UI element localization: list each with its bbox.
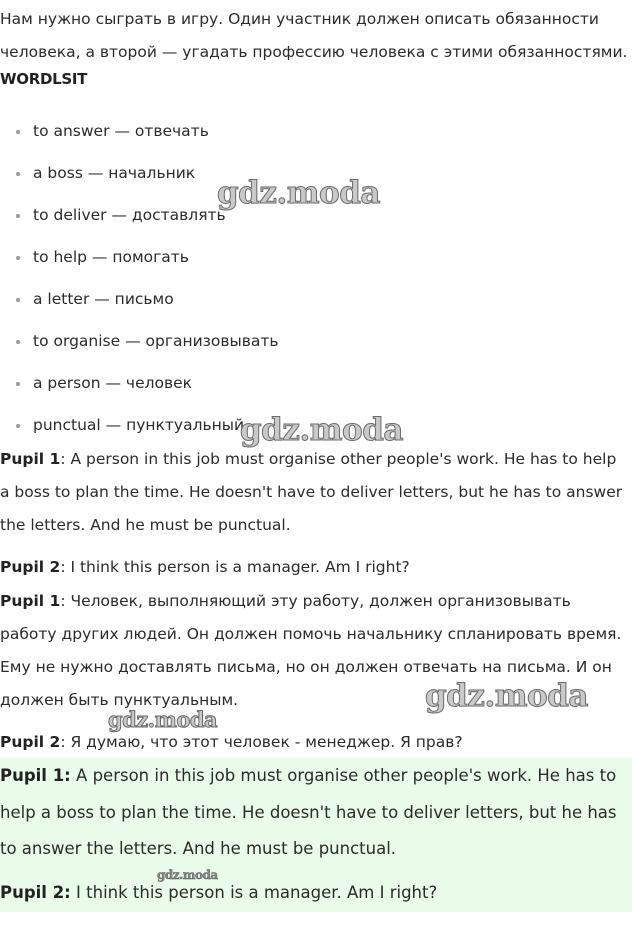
speaker-text: : Я думаю, что этот человек - менеджер. Я прав? bbox=[60, 733, 463, 751]
speaker-label: Pupil 2: bbox=[0, 883, 71, 902]
intro-text: Нам нужно сыграть в игру. Один участник должен описать обязанности человека, а второй — угадать профессию человека с этими обязанностями. bbox=[0, 10, 628, 61]
highlight-pupil2 bbox=[0, 875, 628, 912]
list-item: a person — человек bbox=[0, 362, 279, 404]
speaker-text: : A person in this job must organise other people's work. He has to help a boss to plan the time. He doesn't have to deliver letters, but he has to answer the letters. And he must be punctual. bbox=[0, 450, 623, 534]
highlight-pupil1 bbox=[0, 758, 628, 868]
dialogue-en-pupil1 bbox=[0, 443, 628, 542]
list-item: to organise — организовывать bbox=[0, 320, 279, 362]
speaker-label: Pupil 1 bbox=[0, 450, 61, 468]
watermark: gdz.moda bbox=[240, 412, 403, 448]
speaker-text: A person in this job must organise other people's work. He has to help a boss to plan the time. He doesn't have to deliver letters, but he has to answer the letters. And he must be punctual. bbox=[0, 766, 617, 858]
wordlist bbox=[0, 110, 279, 446]
list-item: to help — помогать bbox=[0, 236, 279, 278]
wordlist-heading: WORDLSIT bbox=[0, 70, 88, 88]
speaker-text: I think this person is a manager. Am I right? bbox=[70, 883, 438, 902]
watermark: gdz.moda bbox=[425, 678, 588, 714]
dialogue-en-pupil2 bbox=[0, 551, 628, 584]
watermark: gdz.moda bbox=[108, 707, 218, 732]
speaker-label: Pupil 1: bbox=[0, 766, 71, 785]
list-item: to deliver — доставлять bbox=[0, 194, 279, 236]
highlighted-answer bbox=[0, 758, 632, 912]
watermark: gdz.moda bbox=[217, 175, 380, 211]
list-item: punctual — пунктуальный bbox=[0, 404, 279, 446]
speaker-label: Pupil 2 bbox=[0, 558, 61, 576]
speaker-label: Pupil 2 bbox=[0, 733, 61, 751]
speaker-text: : Человек, выполняющий эту работу, должен организовывать работу других людей. Он должен помочь начальнику спланировать время. Ему не нужно доставлять письма, но он должен отвечать на письма. И он должен быть пунктуальным. bbox=[0, 592, 622, 709]
watermark: gdz.moda bbox=[157, 868, 218, 882]
speaker-label: Pupil 1 bbox=[0, 592, 61, 610]
list-item: a boss — начальник bbox=[0, 152, 279, 194]
list-item: to answer — отвечать bbox=[0, 110, 279, 152]
list-item: a letter — письмо bbox=[0, 278, 279, 320]
dialogue-ru-pupil2 bbox=[0, 726, 628, 759]
speaker-text: : I think this person is a manager. Am I right? bbox=[60, 558, 410, 576]
